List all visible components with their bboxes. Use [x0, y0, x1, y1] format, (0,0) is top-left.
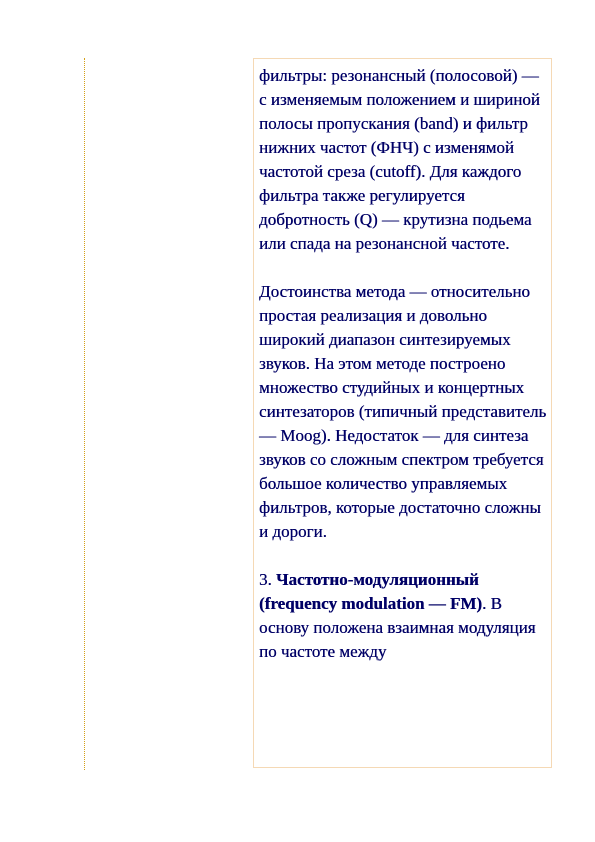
paragraph-advantages: Достоинства метода — относительно простая реализация и довольно широкий диапазон синтезируемых звуков. На этом методе построено множество студийных и концертных синтезаторов (типичный представитель — Moog). Недостаток — для синтеза звуков со сложным спектром требуется большое количество управляемых фильтров, которые достаточно сложны и дороги.	[259, 282, 547, 541]
paragraph-filters: фильтры: резонансный (полосовой) — с изменяемым положением и шириной полосы пропускания (band) и фильтр нижних частот (ФНЧ) с изменямой частотой среза (cutoff). Для каждого фильтра также регулируется добротность (Q) — крутизна подьема или спада на резонансной частоте.	[259, 66, 540, 253]
section-text: . В основу положена взаимная модуляция по частоте между	[259, 594, 536, 661]
paragraph-fm-method	[259, 568, 547, 664]
margin-guide-line	[84, 58, 85, 770]
text-frame	[253, 58, 552, 768]
section-heading: Частотно-модуляционный (frequency modulation — FM)	[259, 570, 483, 613]
section-number: 3.	[259, 570, 276, 589]
